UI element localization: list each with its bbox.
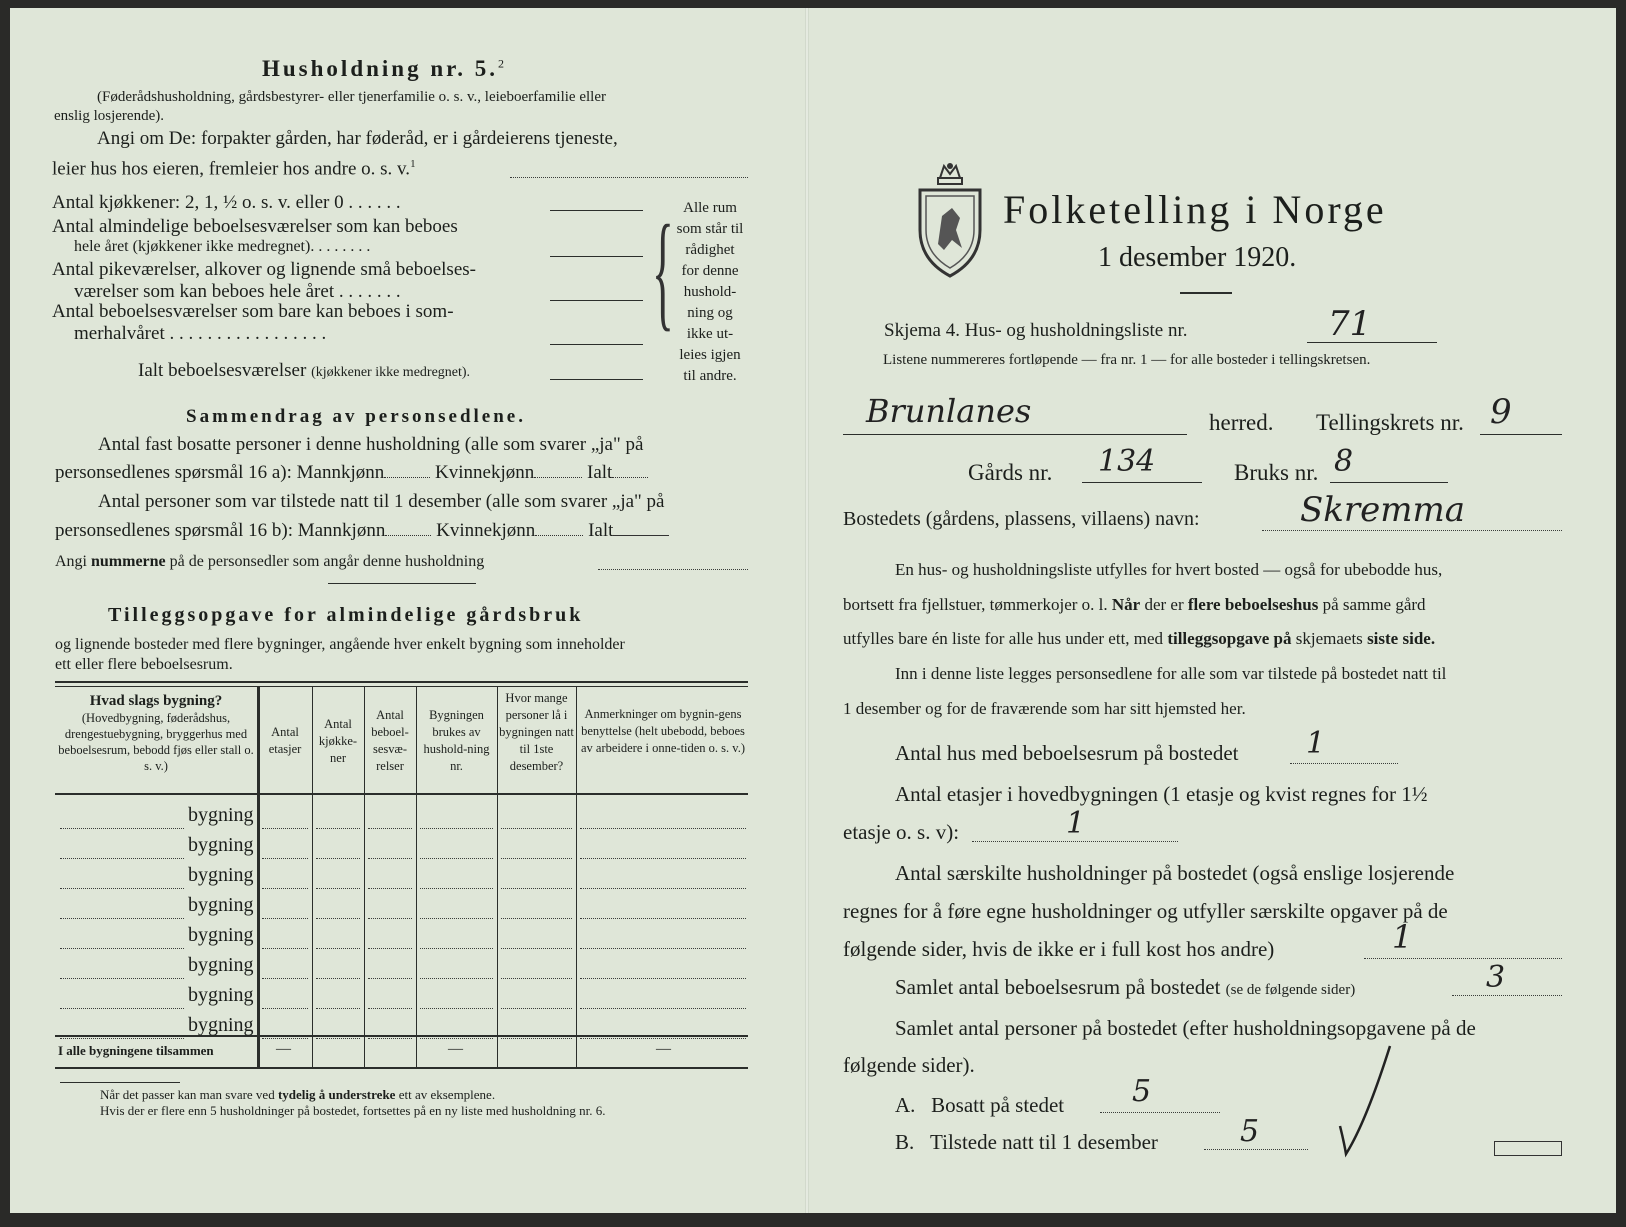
resident-value[interactable]: 5 <box>1132 1074 1152 1109</box>
person-numbers-field[interactable] <box>598 569 748 570</box>
total-rooms-value[interactable]: 3 <box>1486 960 1506 995</box>
table-cell-field[interactable] <box>368 828 412 829</box>
table-row-building-label: bygning <box>188 894 254 916</box>
footnote-rule <box>60 1082 180 1083</box>
tillegg-title: Tilleggsopgave for almindelige gårdsbruk <box>108 604 584 626</box>
table-cell-field[interactable] <box>316 1038 360 1039</box>
table-col-sep-6 <box>576 686 577 1067</box>
sammendrag-line-3: Antal personer som var tilstede natt til 1 desember (alle som svarer „ja" på <box>98 491 665 512</box>
table-cell-field[interactable] <box>368 888 412 889</box>
table-cell-field[interactable] <box>316 918 360 919</box>
table-cell-field[interactable] <box>368 1008 412 1009</box>
table-cell-field[interactable] <box>316 948 360 949</box>
sammendrag-line-4: personsedlenes spørsmål 16 b): Mannkjønn Kvinnekjønn Ialt <box>55 520 669 542</box>
tillegg-line-2: ett eller flere beboelsesrum. <box>55 656 233 673</box>
pike-rooms-label-2: værelser som kan beboes hele året . . . . . . . <box>74 281 401 302</box>
table-cell-field[interactable] <box>368 1038 412 1039</box>
table-row-building-field[interactable] <box>60 888 184 889</box>
bruks-field <box>1330 482 1448 483</box>
table-cell-field[interactable] <box>420 828 493 829</box>
table-top-rule <box>55 681 748 683</box>
pike-rooms-label-1: Antal pikeværelser, alkover og lignende små beboelses- <box>52 259 476 280</box>
tellingskrets-value[interactable]: 9 <box>1490 392 1512 432</box>
table-row-building-label: bygning <box>188 1014 254 1036</box>
kitchen-count-label: Antal kjøkkener: 2, 1, ½ o. s. v. eller 0 . . . . . . <box>52 192 401 213</box>
table-row-building-field[interactable] <box>60 1008 184 1009</box>
household-note: (Føderådshusholdning, gårdsbestyrer- eller tjenerfamilie o. s. v., leieboerfamilie eller <box>97 89 606 105</box>
household-note-2: enslig losjerende). <box>54 108 164 124</box>
brace-symbol: { <box>652 199 674 343</box>
col-header-floors: Antal etasjer <box>268 725 302 756</box>
floors-field <box>972 841 1178 842</box>
table-col-sep-5 <box>497 686 498 1067</box>
table-cell-field[interactable] <box>316 828 360 829</box>
table-head-rule <box>55 793 748 795</box>
main-title: Folketelling i Norge <box>1003 187 1387 232</box>
col-header-rooms: Antal beboel-sesvæ-relser <box>371 708 409 773</box>
table-cell-field[interactable] <box>420 978 493 979</box>
table-row-building-field[interactable] <box>60 1038 184 1039</box>
table-bottom-rule <box>55 1067 748 1069</box>
table-cell-field[interactable] <box>368 978 412 979</box>
table-cell-field[interactable] <box>501 1008 572 1009</box>
floors-value[interactable]: 1 <box>1066 806 1086 841</box>
footnote-2: Hvis der er flere enn 5 husholdninger på bostedet, fortsettes på en ny liste med husholdning nr. 6. <box>100 1103 606 1118</box>
total-rooms-label: Ialt beboelsesværelser (kjøkkener ikke medregnet). <box>138 360 471 381</box>
households-label-2: regnes for å føre egne husholdninger og utfyller særskilte opgaver på de <box>843 899 1448 923</box>
table-col-sep-2 <box>312 686 313 1067</box>
table-cell-field[interactable] <box>368 858 412 859</box>
table-row-building-field[interactable] <box>60 858 184 859</box>
alm-rooms-label-1: Antal almindelige beboelsesværelser som kan beboes <box>52 216 458 237</box>
bosted-field <box>1262 530 1562 531</box>
instructions-1: En hus- og husholdningsliste utfylles for hvert bosted — også for ubebodde hus, <box>895 560 1443 579</box>
table-cell-field[interactable] <box>262 828 308 829</box>
summer-rooms-label-1: Antal beboelsesværelser som bare kan beboes i som- <box>52 301 454 322</box>
table-cell-field[interactable] <box>580 978 746 979</box>
table-cell-field[interactable] <box>420 948 493 949</box>
persons-label-1: Samlet antal personer på bostedet (efter husholdningsopgavene på de <box>895 1016 1476 1040</box>
table-row-building-label: bygning <box>188 984 254 1006</box>
table-row-building-field[interactable] <box>60 948 184 949</box>
floors-label-2: etasje o. s. v): <box>843 820 960 844</box>
table-col-sep-3 <box>364 686 365 1067</box>
table-cell-field[interactable] <box>262 858 308 859</box>
houses-label: Antal hus med beboelsesrum på bostedet <box>895 741 1239 765</box>
instructions-4: Inn i denne liste legges personsedlene for alle som var tilstede på bostedet natt til <box>895 664 1447 683</box>
table-col-sep-4 <box>416 686 417 1067</box>
table-cell-field[interactable] <box>501 1038 572 1039</box>
table-cell-field[interactable] <box>262 918 308 919</box>
summer-rooms-field[interactable] <box>550 344 643 345</box>
skjema-line: Skjema 4. Hus- og husholdningsliste nr. <box>884 320 1188 341</box>
households-value[interactable]: 1 <box>1392 918 1413 956</box>
table-cell-field[interactable] <box>420 1008 493 1009</box>
present-value[interactable]: 5 <box>1240 1114 1260 1149</box>
table-top-rule-2 <box>55 686 748 687</box>
table-cell-field[interactable] <box>580 1008 746 1009</box>
tellingskrets-label: Tellingskrets nr. <box>1316 410 1464 435</box>
present-label: B. Tilstede natt til 1 desember <box>895 1130 1158 1154</box>
table-cell-field[interactable] <box>262 1008 308 1009</box>
houses-field <box>1290 763 1398 764</box>
table-cell-field[interactable] <box>262 948 308 949</box>
col-header-building: Hvad slags bygning? (Hovedbygning, føderådshus, drengestuebygning, bryggerhus med beboelsesrum, bebodd fjøs eller stall o. s. v.) <box>58 693 254 773</box>
table-cell-field[interactable] <box>262 1038 308 1039</box>
table-row-building-label: bygning <box>188 804 254 826</box>
table-cell-field[interactable] <box>316 888 360 889</box>
col-header-household: Bygningen brukes av hushold-ning nr. <box>423 708 490 773</box>
household-title: Husholdning nr. 5.$^2$ <box>262 56 504 81</box>
page-fold <box>805 8 809 1213</box>
table-cell-field[interactable] <box>368 948 412 949</box>
table-row-building-label: bygning <box>188 954 254 976</box>
table-cell-field[interactable] <box>580 888 746 889</box>
printer-stamp <box>1494 1141 1562 1156</box>
bruks-value[interactable]: 8 <box>1334 444 1354 479</box>
sammendrag-line-1: Antal fast bosatte personer i denne husholdning (alle som svarer „ja" på <box>98 434 644 455</box>
table-total-rule <box>55 1035 748 1037</box>
coat-of-arms-icon <box>914 160 986 282</box>
total-floors-dash: — <box>276 1041 291 1057</box>
tillegg-line-1: og lignende bosteder med flere bygninger, angående hver enkelt bygning som inneholder <box>55 636 625 653</box>
sammendrag-line-2: personsedlenes spørsmål 16 a): Mannkjønn Kvinnekjønn Ialt <box>55 462 648 484</box>
table-row-building-field[interactable] <box>60 978 184 979</box>
table-cell-field[interactable] <box>420 918 493 919</box>
persons-label-2: følgende sider). <box>843 1053 975 1077</box>
table-cell-field[interactable] <box>580 858 746 859</box>
census-date: 1 desember 1920. <box>1098 242 1297 273</box>
table-row-building-field[interactable] <box>60 828 184 829</box>
table-cell-field[interactable] <box>368 918 412 919</box>
table-cell-field[interactable] <box>420 858 493 859</box>
table-cell-field[interactable] <box>501 858 572 859</box>
col-header-persons: Hvor mange personer lå i bygningen natt til 1ste desember? <box>499 691 574 773</box>
gards-field <box>1082 482 1202 483</box>
table-cell-field[interactable] <box>501 948 572 949</box>
table-row-building-label: bygning <box>188 864 254 886</box>
table-cell-field[interactable] <box>262 978 308 979</box>
summer-rooms-label-2: merhalvåret . . . . . . . . . . . . . . . . . <box>74 323 327 344</box>
total-rooms-right-field <box>1452 995 1562 996</box>
instructions-2: bortsett fra fjellstuer, tømmerkojer o. l. Når der er flere beboelseshus på samme gård <box>843 595 1426 614</box>
sammendrag-title: Sammendrag av personsedlene. <box>186 406 526 427</box>
floors-label-1: Antal etasjer i hovedbygningen (1 etasje og kvist regnes for 1½ <box>895 782 1428 806</box>
houses-value[interactable]: 1 <box>1306 726 1326 761</box>
brace-note: Alle rum som står til rådighet for denne hushold- ning og ikke ut- leies igjen til andre. <box>676 200 744 384</box>
table-cell-field[interactable] <box>580 1038 746 1039</box>
table-cell-field[interactable] <box>580 918 746 919</box>
sammendrag-line-5: Angi nummerne på de personsedler som angår denne husholdning <box>55 553 485 570</box>
table-cell-field[interactable] <box>262 888 308 889</box>
table-row-building-label: bygning <box>188 924 254 946</box>
instructions-3: utfylles bare én liste for alle hus under ett, med tilleggsopgave på skjemaets siste side. <box>843 629 1436 648</box>
table-cell-field[interactable] <box>501 918 572 919</box>
total-rooms-right-label: Samlet antal beboelsesrum på bostedet (se de følgende sider) <box>895 975 1356 999</box>
kitchen-count-field[interactable] <box>550 210 643 211</box>
present-field <box>1204 1149 1308 1150</box>
total-rooms-field[interactable] <box>550 379 643 380</box>
alm-rooms-label-2: hele året (kjøkkener ikke medregnet). . . . . . . . <box>74 238 371 255</box>
table-cell-field[interactable] <box>316 978 360 979</box>
table-cell-field[interactable] <box>580 828 746 829</box>
total-row-label: I alle bygningene tilsammen <box>58 1043 214 1058</box>
table-row-building-field[interactable] <box>60 918 184 919</box>
alm-rooms-field[interactable] <box>550 256 643 257</box>
bosted-value[interactable]: Skremma <box>1300 490 1466 530</box>
total-household-dash: — <box>448 1041 463 1057</box>
herred-label: herred. <box>1209 410 1274 435</box>
table-cell-field[interactable] <box>501 978 572 979</box>
footnote-1: Når det passer kan man svare ved tydelig å understreke ett av eksemplene. <box>100 1087 496 1102</box>
resident-label: A. Bosatt på stedet <box>895 1093 1065 1117</box>
table-cell-field[interactable] <box>580 948 746 949</box>
col-header-kitchens: Antal kjøkke-ner <box>318 717 358 765</box>
bosted-label: Bostedets (gårdens, plassens, villaens) navn: <box>843 508 1200 530</box>
list-number-value[interactable]: 71 <box>1328 304 1372 344</box>
table-cell-field[interactable] <box>316 858 360 859</box>
households-label-3: følgende sider, hvis de ikke er i full kost hos andre) <box>843 937 1275 961</box>
section-divider <box>328 583 476 584</box>
table-cell-field[interactable] <box>316 1008 360 1009</box>
table-row-building-label: bygning <box>188 834 254 856</box>
angi-line-2: leier hus hos eieren, fremleier hos andre o. s. v.$^1$ <box>52 158 416 180</box>
households-field <box>1364 958 1562 959</box>
herred-field <box>843 434 1187 435</box>
tellingskrets-field <box>1480 434 1562 435</box>
table-cell-field[interactable] <box>420 888 493 889</box>
gards-label: Gårds nr. <box>968 460 1053 485</box>
resident-field <box>1100 1112 1220 1113</box>
households-label-1: Antal særskilte husholdninger på bostedet (også enslige losjerende <box>895 861 1455 885</box>
title-divider <box>1180 292 1232 294</box>
list-number-field <box>1307 342 1437 343</box>
pike-rooms-field[interactable] <box>550 300 643 301</box>
total-remarks-dash: — <box>656 1041 671 1057</box>
check-mark-icon <box>1336 1042 1396 1158</box>
table-cell-field[interactable] <box>501 828 572 829</box>
bruks-label: Bruks nr. <box>1234 460 1319 485</box>
col-header-remarks: Anmerkninger om bygnin-gens benyttelse (helt ubebodd, beboes av arbeidere i onne-tiden o. s. v.) <box>580 707 746 755</box>
instructions-5: 1 desember og for de fraværende som har sitt hjemsted her. <box>843 699 1246 718</box>
listene-note: Listene nummereres fortløpende — fra nr. 1 — for alle bosteder i tellingskretsen. <box>883 352 1371 368</box>
angi-answer-line[interactable] <box>510 177 748 178</box>
angi-line-1: Angi om De: forpakter gården, har føderåd, er i gårdeierens tjeneste, <box>97 128 618 149</box>
table-cell-field[interactable] <box>501 888 572 889</box>
herred-value[interactable]: Brunlanes <box>866 392 1032 430</box>
table-cell-field[interactable] <box>420 1038 493 1039</box>
gards-value[interactable]: 134 <box>1098 444 1156 479</box>
